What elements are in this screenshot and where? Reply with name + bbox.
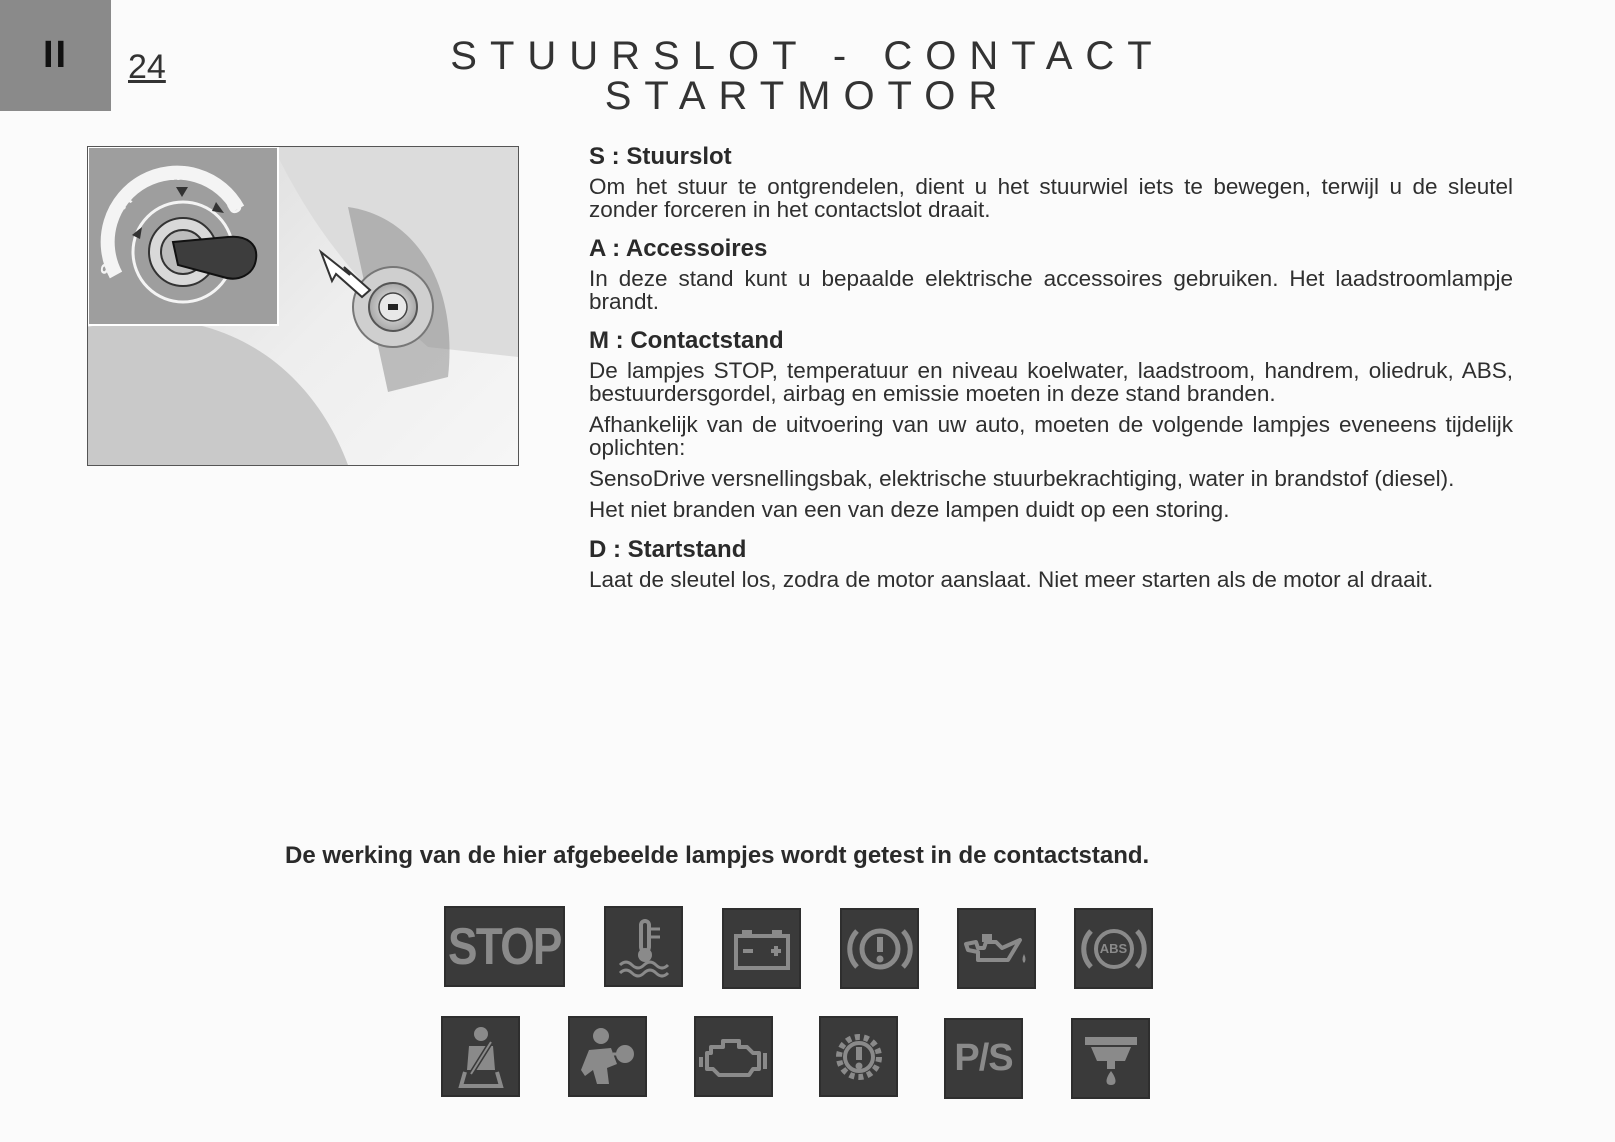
chapter-tab bbox=[0, 0, 111, 111]
dial-label-a: A bbox=[112, 189, 136, 213]
water-in-fuel-icon bbox=[1071, 1018, 1150, 1099]
section-heading-startstand: D : Startstand bbox=[589, 536, 747, 563]
page-number: 24 bbox=[128, 48, 166, 86]
ignition-drawing bbox=[88, 147, 518, 465]
section-text-contactstand-1: De lampjes STOP, temperatuur en niveau koelwater, laadstroom, handrem, oliedruk, ABS, bestuurdersgordel, airbag en emissie moeten in deze stand branden. bbox=[589, 358, 1513, 406]
ignition-illustration bbox=[87, 146, 519, 466]
lamps-notice: De werking van de hier afgebeelde lampjes wordt getest in de contactstand. bbox=[285, 842, 1150, 869]
section-heading-stuurslot: S : Stuurslot bbox=[589, 143, 732, 170]
section-text-stuurslot: Om het stuur te ontgrendelen, dient u het stuurwiel iets te bewegen, terwijl u de sleutel zonder forceren in het contactslot draait. bbox=[589, 174, 1513, 222]
section-text-contactstand-2: Afhankelijk van de uitvoering van uw auto, moeten de volgende lampjes eveneens tijdelijk oplichten: bbox=[589, 412, 1513, 460]
dial-label-d: D bbox=[223, 196, 247, 218]
section-text-contactstand-4: Het niet branden van een van deze lampen duidt op een storing. bbox=[589, 497, 1230, 522]
sensodrive-gearbox-icon bbox=[819, 1016, 898, 1097]
power-steering-text: P/S bbox=[954, 1037, 1013, 1079]
abs-icon bbox=[1074, 908, 1153, 989]
handbrake-icon bbox=[840, 908, 919, 989]
section-text-accessoires: In deze stand kunt u bepaalde elektrische accessoires gebruiken. Het laadstroomlampje brandt. bbox=[589, 266, 1513, 314]
section-heading-accessoires: A : Accessoires bbox=[589, 235, 768, 262]
power-steering-icon bbox=[944, 1018, 1023, 1099]
page-title-line1: STUURSLOT - CONTACT bbox=[450, 34, 1165, 78]
coolant-temperature-icon bbox=[604, 906, 683, 987]
battery-charge-icon bbox=[722, 908, 801, 989]
dial-label-s: S bbox=[96, 261, 119, 278]
engine-emission-icon bbox=[694, 1016, 773, 1097]
airbag-icon bbox=[568, 1016, 647, 1097]
seatbelt-icon bbox=[441, 1016, 520, 1097]
section-text-startstand: Laat de sleutel los, zodra de motor aanslaat. Niet meer starten als de motor al draait. bbox=[589, 567, 1434, 592]
stop-lamp-icon bbox=[444, 906, 565, 987]
stop-lamp-text: STOP bbox=[448, 917, 561, 976]
section-text-contactstand-3: SensoDrive versnellingsbak, elektrische stuurbekrachtiging, water in brandstof (diesel). bbox=[589, 466, 1455, 491]
chapter-tab-label: II bbox=[42, 34, 69, 76]
dial-label-m: M bbox=[170, 163, 187, 185]
page-title-line2: STARTMOTOR bbox=[604, 74, 1011, 118]
section-heading-contactstand: M : Contactstand bbox=[589, 327, 784, 354]
instructions-content bbox=[589, 142, 1513, 591]
abs-text: ABS bbox=[1099, 941, 1128, 956]
oil-pressure-icon bbox=[957, 908, 1036, 989]
